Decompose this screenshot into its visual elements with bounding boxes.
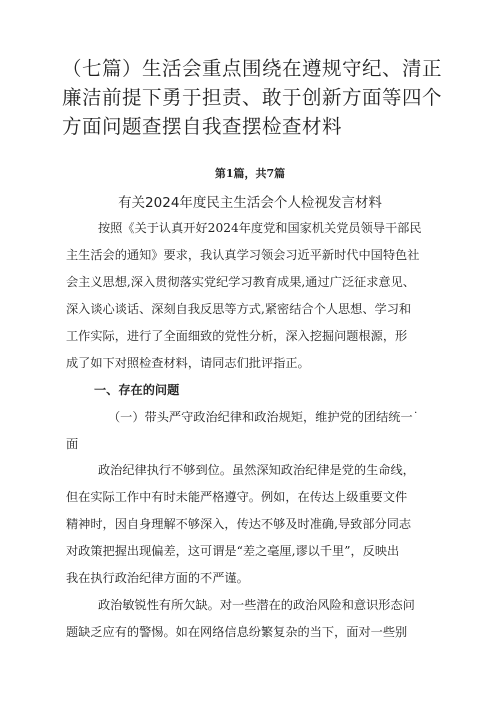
- paragraph-line: 精神时，因自身理解不够深入，传达不够及时准确,导致部分同志: [66, 517, 412, 531]
- page-indicator: 第1篇，共7篇: [214, 167, 286, 180]
- paragraph-line: 成了如下对照检查材料，请同志们批评指正。: [66, 356, 310, 370]
- subsection-heading: （一）带头严守政治纪律和政治规矩，维护党的团结统一˙: [108, 410, 419, 424]
- paragraph-line: 政治敏锐性有所欠缺。对一些潜在的政治风险和意识形态问: [98, 598, 415, 612]
- section-heading: 一、存在的问题: [94, 383, 180, 397]
- paragraph-line: 题缺乏应有的警惕。如在网络信息纷繁复杂的当下，面对一些别: [66, 625, 408, 639]
- paragraph-line: 我在执行政治纪律方面的不严谨。: [66, 571, 249, 585]
- paragraph-line: 但在实际工作中有时未能严格遵守。例如，在传达上级重要文件: [66, 490, 408, 504]
- paragraph-line: 主生活会的通知》要求，我认真学习领会习近平新时代中国特色社: [66, 248, 420, 262]
- paragraph-line: 面: [66, 437, 79, 451]
- paragraph-line: 对政策把握出现偏差，这可谓是“差之毫厘,谬以千里”，反映出: [66, 544, 400, 558]
- document-subtitle: 有关2024年度民主生活会个人检视发言材料: [118, 195, 382, 211]
- paragraph-line: 政治纪律执行不够到位。虽然深知政治纪律是党的生命线，: [98, 463, 415, 477]
- paragraph-line: 工作实际，进行了全面细致的党性分析，深入挖掘问题根源，形: [66, 329, 408, 343]
- paragraph-line: 会主义思想,深入贯彻落实党纪学习教育成果,通过广泛征求意见、: [66, 275, 415, 289]
- document-title: （七篇）生活会重点围绕在遵规守纪、清正廉洁前提下勇于担责、敢于创新方面等四个方面问题查摆自我查摆检查材料: [62, 57, 443, 138]
- paragraph-line: 深入谈心谈话、深刻自我反思等方式,紧密结合个人思想、学习和: [66, 302, 412, 316]
- paragraph-line: 按照《关于认真开好2024年度党和国家机关党员领导干部民: [98, 221, 422, 235]
